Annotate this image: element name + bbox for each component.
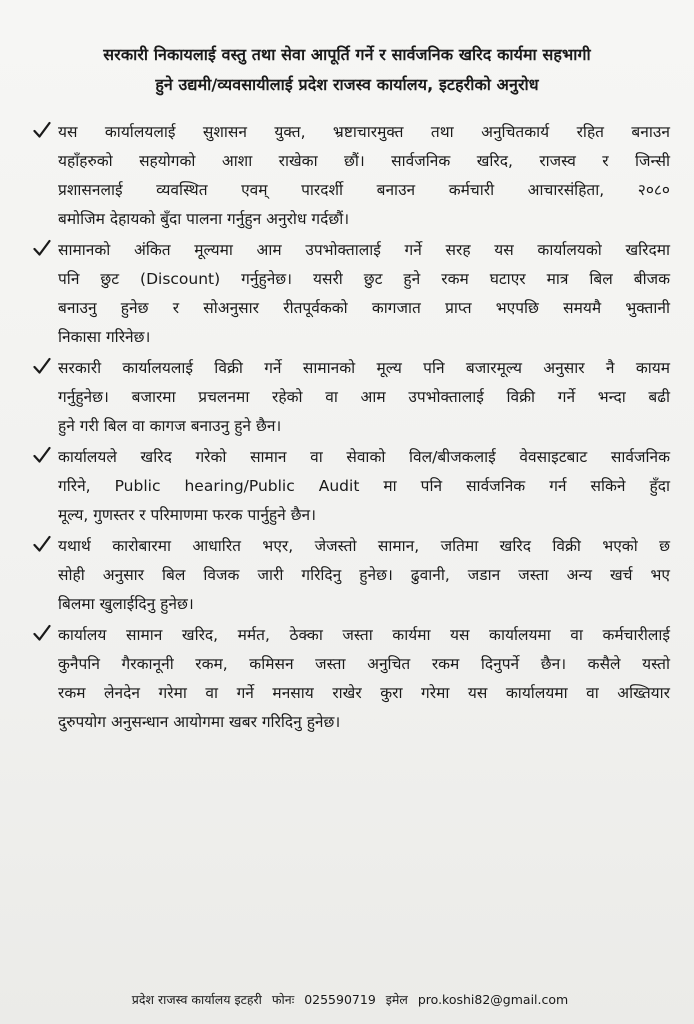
list-item bbox=[30, 621, 670, 737]
document-title bbox=[20, 40, 674, 100]
item-text-line: दुरुपयोग अनुसन्धान आयोगमा खबर गरिदिनु हुनेछ। bbox=[58, 713, 341, 731]
check-mark-icon bbox=[33, 445, 51, 465]
list-item bbox=[30, 443, 670, 530]
item-text-line: सरकारी कार्यालयलाई विक्री गर्ने सामानको मूल्य पनि बजारमूल्य अनुसार नै कायम bbox=[58, 359, 670, 377]
check-mark-icon bbox=[33, 120, 51, 140]
footer-office: प्रदेश राजस्व कार्यालय इटहरी bbox=[131, 992, 262, 1007]
title-line-1: सरकारी निकायलाई वस्तु तथा सेवा आपूर्ति गर्ने र सार्वजनिक खरिद कार्यमा सहभागी bbox=[103, 45, 591, 64]
request-list bbox=[30, 118, 670, 739]
item-text-line: सामानको अंकित मूल्यमा आम उपभोक्तालाई गर्ने सरह यस कार्यालयको खरिदमा bbox=[58, 241, 670, 259]
footer-phone-label: फोनः bbox=[271, 992, 295, 1007]
footer bbox=[60, 991, 640, 1009]
footer-email-label: इमेल bbox=[385, 992, 408, 1007]
title-line-2: हुने उद्यमी/व्यवसायीलाई प्रदेश राजस्व कार्यालय, इटहरीको अनुरोध bbox=[155, 75, 539, 94]
item-text-line: यहाँहरुको सहयोगको आशा राखेका छौं। सार्वजनिक खरिद, राजस्व र जिन्सी bbox=[58, 152, 670, 170]
item-text-line: प्रशासनलाई व्यवस्थित एवम् पारदर्शी बनाउन कर्मचारी आचारसंहिता, २०८० bbox=[58, 181, 670, 199]
item-text-line: बिलमा खुलाईदिनु हुनेछ। bbox=[58, 595, 194, 613]
item-text-line: मूल्य, गुणस्तर र परिमाणमा फरक पार्नुहुने छैन। bbox=[58, 506, 317, 524]
check-mark-icon bbox=[33, 238, 51, 258]
check-mark-icon bbox=[33, 356, 51, 376]
list-item bbox=[30, 236, 670, 352]
item-text-line: यस कार्यालयलाई सुशासन युक्त, भ्रष्टाचारमुक्त तथा अनुचितकार्य रहित बनाउन bbox=[58, 123, 670, 141]
list-item bbox=[30, 118, 670, 234]
list-item bbox=[30, 532, 670, 619]
item-text-line: बनाउनु हुनेछ र सोअनुसार रीतपूर्वकको कागजात प्राप्त भएपछि समयमै भुक्तानी bbox=[58, 299, 670, 317]
item-text-line: सोही अनुसार बिल विजक जारी गरिदिनु हुनेछ। ढुवानी, जडान जस्ता अन्य खर्च भए bbox=[58, 566, 670, 584]
item-text-line: कार्यालयले खरिद गरेको सामान वा सेवाको विल/बीजकलाई वेवसाइटबाट सार्वजनिक bbox=[58, 448, 670, 466]
footer-phone: 025590719 bbox=[304, 992, 376, 1007]
item-text-line: रकम लेनदेन गरेमा वा गर्ने मनसाय राखेर कुरा गरेमा यस कार्यालयमा वा अख्तियार bbox=[58, 684, 670, 702]
item-text-line: यथार्थ कारोबारमा आधारित भएर, जेजस्तो सामान, जतिमा खरिद विक्री भएको छ bbox=[58, 537, 670, 555]
list-item bbox=[30, 354, 670, 441]
item-text-line: बमोजिम देहायको बुँदा पालना गर्नुहुन अनुरोध गर्दछौं। bbox=[58, 210, 350, 228]
footer-email: pro.koshi82@gmail.com bbox=[417, 992, 569, 1007]
item-text-line: कार्यालय सामान खरिद, मर्मत, ठेक्का जस्ता कार्यमा यस कार्यालयमा वा कर्मचारीलाई bbox=[58, 626, 670, 644]
item-text-line: कुनैपनि गैरकानूनी रकम, कमिसन जस्ता अनुचित रकम दिनुपर्ने छैन। कसैले यस्तो bbox=[58, 655, 670, 673]
item-text-line: निकासा गरिनेछ। bbox=[58, 328, 151, 346]
check-mark-icon bbox=[33, 623, 51, 643]
item-text-line: गरिने, Public hearing/Public Audit मा पनि सार्वजनिक गर्न सकिने हुँदा bbox=[58, 477, 670, 495]
item-text-line: गर्नुहुनेछ। बजारमा प्रचलनमा रहेको वा आम उपभोक्तालाई विक्री गर्ने भन्दा बढी bbox=[58, 388, 670, 406]
item-text-line: हुने गरी बिल वा कागज बनाउनु हुने छैन। bbox=[58, 417, 282, 435]
check-mark-icon bbox=[33, 534, 51, 554]
item-text-line: पनि छुट (Discount) गर्नुहुनेछ। यसरी छुट हुने रकम घटाएर मात्र बिल बीजक bbox=[58, 270, 670, 288]
